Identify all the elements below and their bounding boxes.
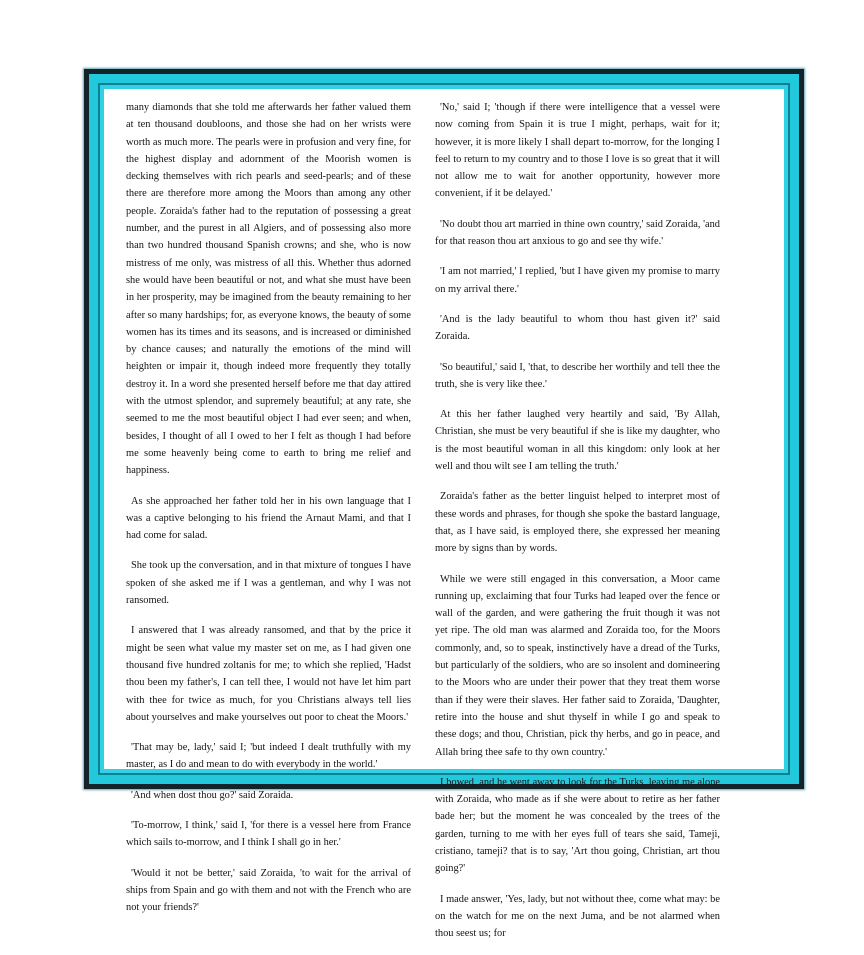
paragraph: many diamonds that she told me afterwards her father valued them at ten thousand doubloons, and those she had on her wrists were worth as much more. The pearls were in profusion and very fine, for the highest display and adornment of the Moorish women is decking themselves with rich pearls and seed-pearls; and of these there are therefore more among the Moors than among any other people. Zoraida's father had to the reputation of possessing a great number, and the purest in all Algiers, and of possessing also more than two hundred thousand Spanish crowns; and she, who is now mistress of me only, was mistress of all this. Whether thus adorned she would have been beautiful or not, and what she must have been in her prosperity, may be imagined from the beauty remaining to her after so many hardships; for, as everyone knows, the beauty of some women has its times and its seasons, and is increased or diminished by chance causes; and naturally the emotions of the mind will heighten or impair it, though indeed more frequently they totally destroy it. In a word she presented herself before me that day attired with the utmost splendor, and supremely beautiful; at any rate, she seemed to me the most beautiful object I had ever seen; and when, besides, I thought of all I owed to her I felt as though I had before me some heavenly being come to earth to bring me relief and happiness. (126, 102, 411, 477)
paragraph: I answered that I was already ransomed, and that by the price it might be seen what value my master set on me, as I had given one thousand five hundred zoltanis for me; to which she replied, 'Hadst thou been my father's, I can tell thee, I would not have let him part with thee for twice as much, for you Christians always tell lies about yourselves and make yourselves out poor to cheat the Moors.' (126, 625, 411, 723)
paragraph: 'I am not married,' I replied, 'but I have given my promise to marry on my arrival there.' (435, 266, 720, 295)
paragraph: 'So beautiful,' said I, 'that, to describe her worthily and tell thee the truth, she is very like thee.' (435, 361, 720, 390)
paragraph: 'To-morrow, I think,' said I, 'for there is a vessel here from France which sails to-morrow, and I think I shall go in her.' (126, 819, 411, 849)
paragraph: As she approached her father told her in his own language that I was a captive belonging to his friend the Arnaut Mami, and that I had come for salad. (126, 495, 411, 542)
paragraph: While we were still engaged in this conversation, a Moor came running up, exclaiming that four Turks had leaped over the fence or wall of the garden, and were gathering the fruit though it was not yet ripe. The old man was alarmed and Zoraida too, for the Moors commonly, and, so to speak, instinctively have a dread of the Turks, but particularly of the soldiers, who are so insolent and domineering to the Moors who are under their power that they treat them worse than if they were their slaves. Her father said to Zoraida, 'Daughter, retire into the house and shut thyself in while I go and speak to these dogs; and thou, Christian, pick thy herbs, and go in peace, and Allah bring thee safe to thy own country.' (435, 573, 720, 758)
paragraph: At this her father laughed very heartily and said, 'By Allah, Christian, she must be very beautiful if she is like my daughter, who is the most beautiful woman in all this kingdom: only look at her well and thou wilt see I am telling the truth.' (435, 409, 720, 473)
paragraph: Zoraida's father as the better linguist helped to interpret most of these words and phrases, for though she spoke the bastard language, that, as I have said, is employed there, she expressed her meaning more by signs than by words. (435, 491, 720, 555)
right-column (435, 99, 720, 955)
paragraph: I made answer, 'Yes, lady, but not without thee, come what may: be on the watch for me on the next Juma, and be not alarmed when thou seest us; for (435, 893, 720, 940)
paragraph: 'No doubt thou art married in thine own country,' said Zoraida, 'and for that reason thou art anxious to go and see thy wife.' (435, 218, 720, 248)
paragraph: 'No,' said I; 'though if there were intelligence that a vessel were now coming from Spain it is true I might, perhaps, wait for it; however, it is more likely I shall depart to-morrow, for the longing I feel to return to my country and to those I love is so great that it will not allow me to wait for another opportunity, however more convenient, if it be delayed.' (435, 102, 720, 200)
frame-dark-band (98, 83, 790, 940)
paragraph: 'Would it not be better,' said Zoraida, 'to wait for the arrival of ships from Spain and go with them and not with the French who are not your friends?' (126, 867, 411, 914)
paragraph: 'That may be, lady,' said I; 'but indeed I dealt truthfully with my master, as I do and mean to do with everybody in the world.' (126, 742, 411, 771)
frame-inner-band (100, 85, 788, 940)
left-column (126, 99, 411, 929)
frame-outer-band (89, 74, 799, 940)
paragraph: 'And when dost thou go?' said Zoraida. (131, 789, 294, 801)
paragraph: 'And is the lady beautiful to whom thou hast given it?' said Zoraida. (435, 313, 720, 343)
page-frame (84, 69, 804, 940)
page-paper (104, 89, 784, 940)
paragraph: She took up the conversation, and in that mixture of tongues I have spoken of she asked me if I was a gentleman, and why I was not ransomed. (126, 560, 411, 607)
paragraph: I bowed, and he went away to look for the Turks, leaving me alone with Zoraida, who made as if she were about to retire as her father bade her; but the moment he was concealed by the trees of the garden, turning to me with her eyes full of tears she said, Tameji, cristiano, tameji? that is to say, 'Art thou going, Christian, art thou going?' (435, 776, 720, 875)
